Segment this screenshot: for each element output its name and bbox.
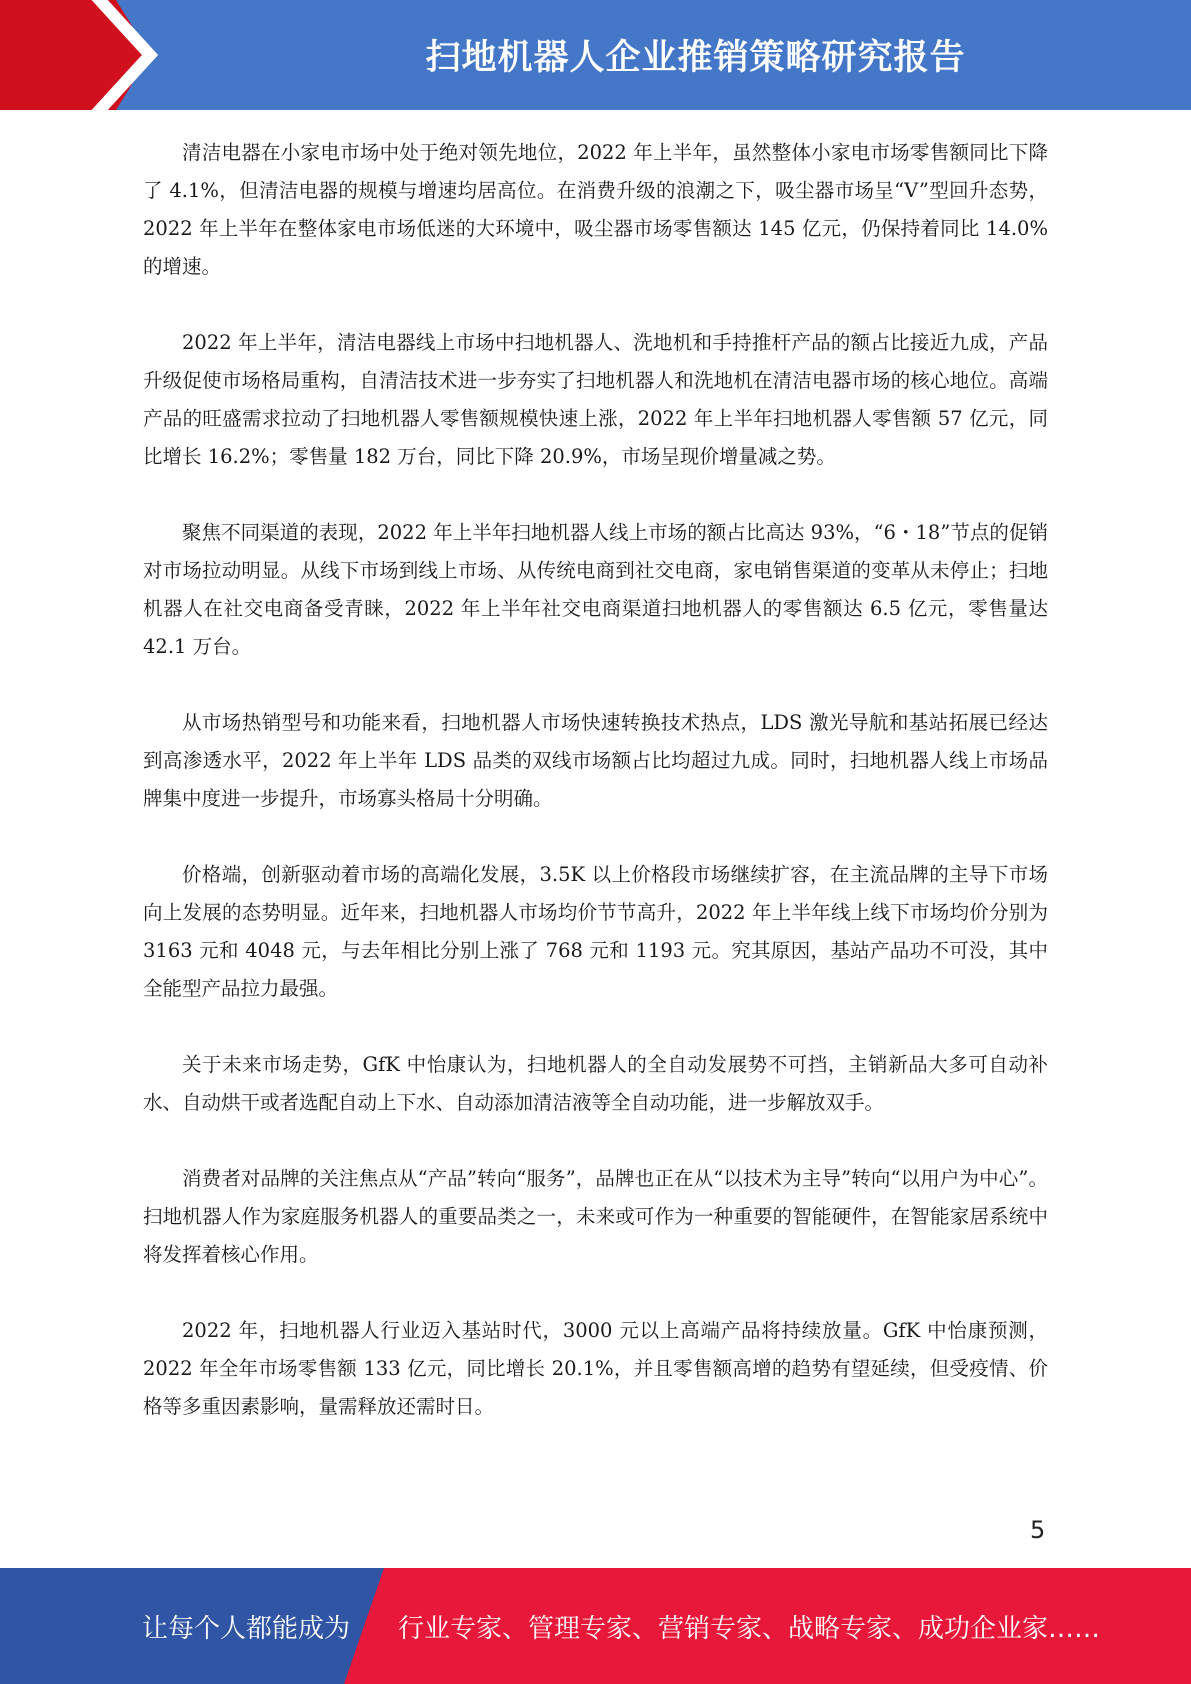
paragraph: 价格端，创新驱动着市场的高端化发展，3.5K 以上价格段市场继续扩容，在主流品牌的主导下市场向上发展的态势明显。近年来，扫地机器人市场均价节节高升，2022 年上半年线上线下市场均价分别为 3163 元和 4048 元，与去年相比分别上涨了 768 元和 1193 元。究其原因，基站产品功不可没，其中全能型产品拉力最强。 (143, 863, 1048, 1000)
header-red-block (0, 0, 150, 110)
page-footer (0, 1568, 1191, 1684)
paragraph: 从市场热销型号和功能来看，扫地机器人市场快速转换技术热点，LDS 激光导航和基站拓展已经达到高渗透水平，2022 年上半年 LDS 品类的双线市场额占比均超过九成。同时，扫地机器人线上市场品牌集中度进一步提升，市场寡头格局十分明确。 (143, 711, 1048, 810)
paragraph: 关于未来市场走势，GfK 中怡康认为，扫地机器人的全自动发展势不可挡，主销新品大多可自动补水、自动烘干或者选配自动上下水、自动添加清洁液等全自动功能，进一步解放双手。 (143, 1053, 1048, 1114)
paragraph: 清洁电器在小家电市场中处于绝对领先地位，2022 年上半年，虽然整体小家电市场零售额同比下降了 4.1%，但清洁电器的规模与增速均居高位。在消费升级的浪潮之下，吸尘器市场呈“V”型回升态势，2022 年上半年在整体家电市场低迷的大环境中，吸尘器市场零售额达 145 亿元，仍保持着同比 14.0%的增速。 (143, 141, 1048, 278)
paragraph: 2022 年，扫地机器人行业迈入基站时代，3000 元以上高端产品将持续放量。GfK 中怡康预测，2022 年全年市场零售额 133 亿元，同比增长 20.1%，并且零售额高增的趋势有望延续，但受疫情、价格等多重因素影响，量需释放还需时日。 (143, 1319, 1048, 1418)
article-body (143, 134, 1048, 1464)
footer-slogan-right: 行业专家、管理专家、营销专家、战略专家、成功企业家…… (398, 1613, 1101, 1644)
paragraph: 消费者对品牌的关注焦点从“产品”转向“服务”，品牌也正在从“以技术为主导”转向“以用户为中心”。扫地机器人作为家庭服务机器人的重要品类之一，未来或可作为一种重要的智能硬件，在智能家居系统中将发挥着核心作用。 (143, 1167, 1048, 1266)
footer-slogan-left: 让每个人都能成为 (142, 1613, 351, 1644)
paragraph: 聚焦不同渠道的表现，2022 年上半年扫地机器人线上市场的额占比高达 93%，“6・18”节点的促销对市场拉动明显。从线下市场到线上市场、从传统电商到社交电商，家电销售渠道的变革从未停止；扫地机器人在社交电商备受青睐，2022 年上半年社交电商渠道扫地机器人的零售额达 6.5 亿元，零售量达 42.1 万台。 (143, 521, 1048, 658)
paragraph: 2022 年上半年，清洁电器线上市场中扫地机器人、洗地机和手持推杆产品的额占比接近九成，产品升级促使市场格局重构，自清洁技术进一步夯实了扫地机器人和洗地机在清洁电器市场的核心地位。高端产品的旺盛需求拉动了扫地机器人零售额规模快速上涨，2022 年上半年扫地机器人零售额 57 亿元，同比增长 16.2%；零售量 182 万台，同比下降 20.9%，市场呈现价增量减之势。 (143, 331, 1048, 468)
document-title: 扫地机器人企业推销策略研究报告 (425, 38, 966, 78)
page-header (0, 0, 1191, 110)
page-number: 5 (1030, 1516, 1046, 1544)
